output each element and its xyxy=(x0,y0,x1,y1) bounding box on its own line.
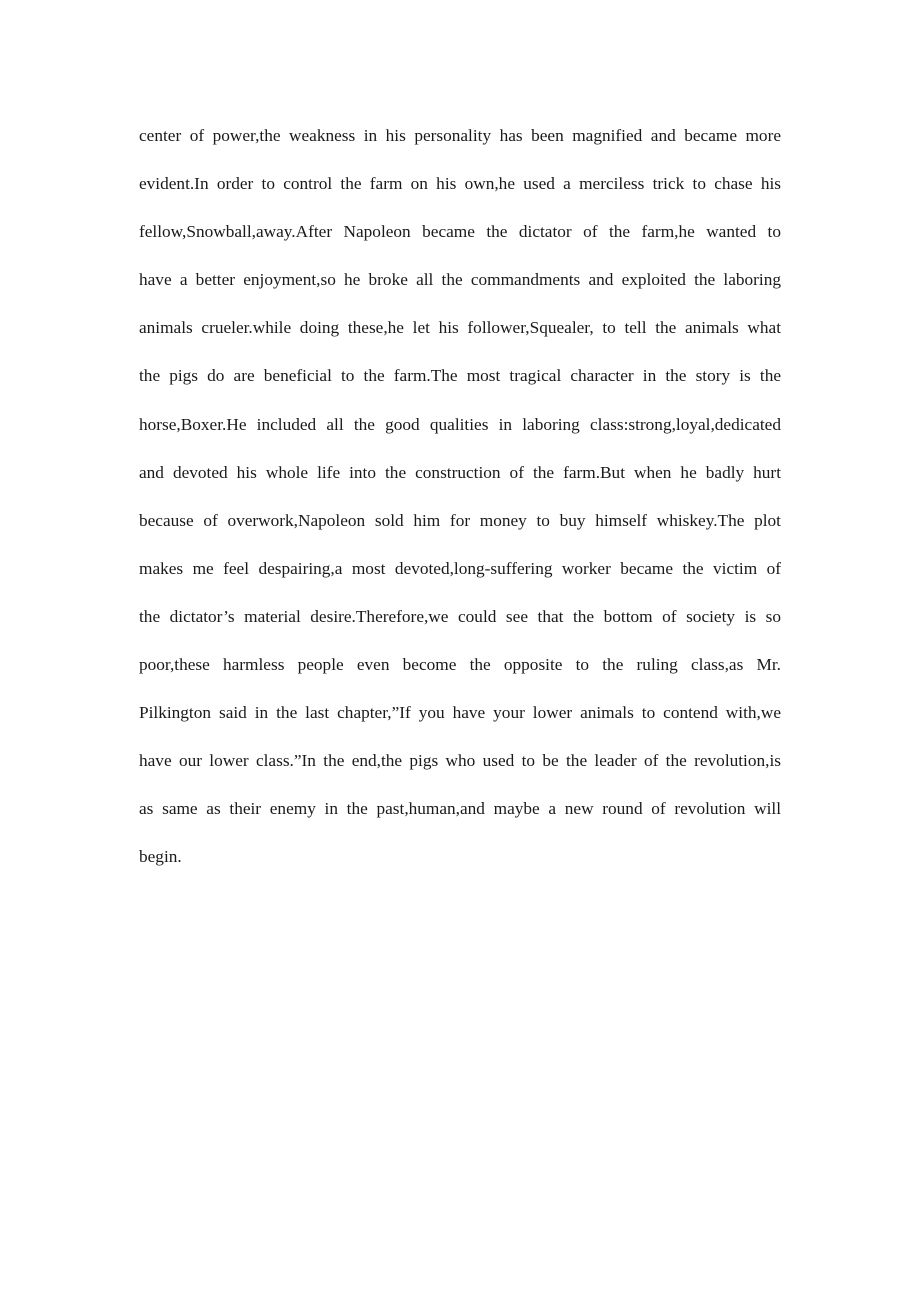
text-line: horse,Boxer.He included all the good qualities in laboring class:strong,loyal,dedicated xyxy=(139,414,781,434)
text-line: Pilkington said in the last chapter,”If you have your lower animals to contend with,we xyxy=(139,703,781,723)
text-line: the pigs do are beneficial to the farm.The most tragical character in the story is the xyxy=(139,366,781,386)
text-line: the dictator’s material desire.Therefore,we could see that the bottom of society is so xyxy=(139,606,781,626)
text-line: because of overwork,Napoleon sold him for money to buy himself whiskey.The plot xyxy=(139,510,781,530)
text-line: animals crueler.while doing these,he let his follower,Squealer, to tell the animals what xyxy=(139,318,781,338)
text-line: have a better enjoyment,so he broke all the commandments and exploited the laboring xyxy=(139,270,781,290)
text-line: evident.In order to control the farm on his own,he used a merciless trick to chase his xyxy=(139,174,781,194)
essay-paragraph xyxy=(139,117,781,887)
text-line: as same as their enemy in the past,human,and maybe a new round of revolution will xyxy=(139,799,781,819)
text-line: and devoted his whole life into the construction of the farm.But when he badly hurt xyxy=(139,462,781,482)
text-line: have our lower class.”In the end,the pigs who used to be the leader of the revolution,is xyxy=(139,751,781,771)
text-line: fellow,Snowball,away.After Napoleon became the dictator of the farm,he wanted to xyxy=(139,222,781,242)
text-line: begin. xyxy=(139,847,182,867)
text-line: makes me feel despairing,a most devoted,long-suffering worker became the victim of xyxy=(139,558,781,578)
text-line: poor,these harmless people even become the opposite to the ruling class,as Mr. xyxy=(139,655,781,675)
text-line: center of power,the weakness in his personality has been magnified and became more xyxy=(139,126,781,145)
